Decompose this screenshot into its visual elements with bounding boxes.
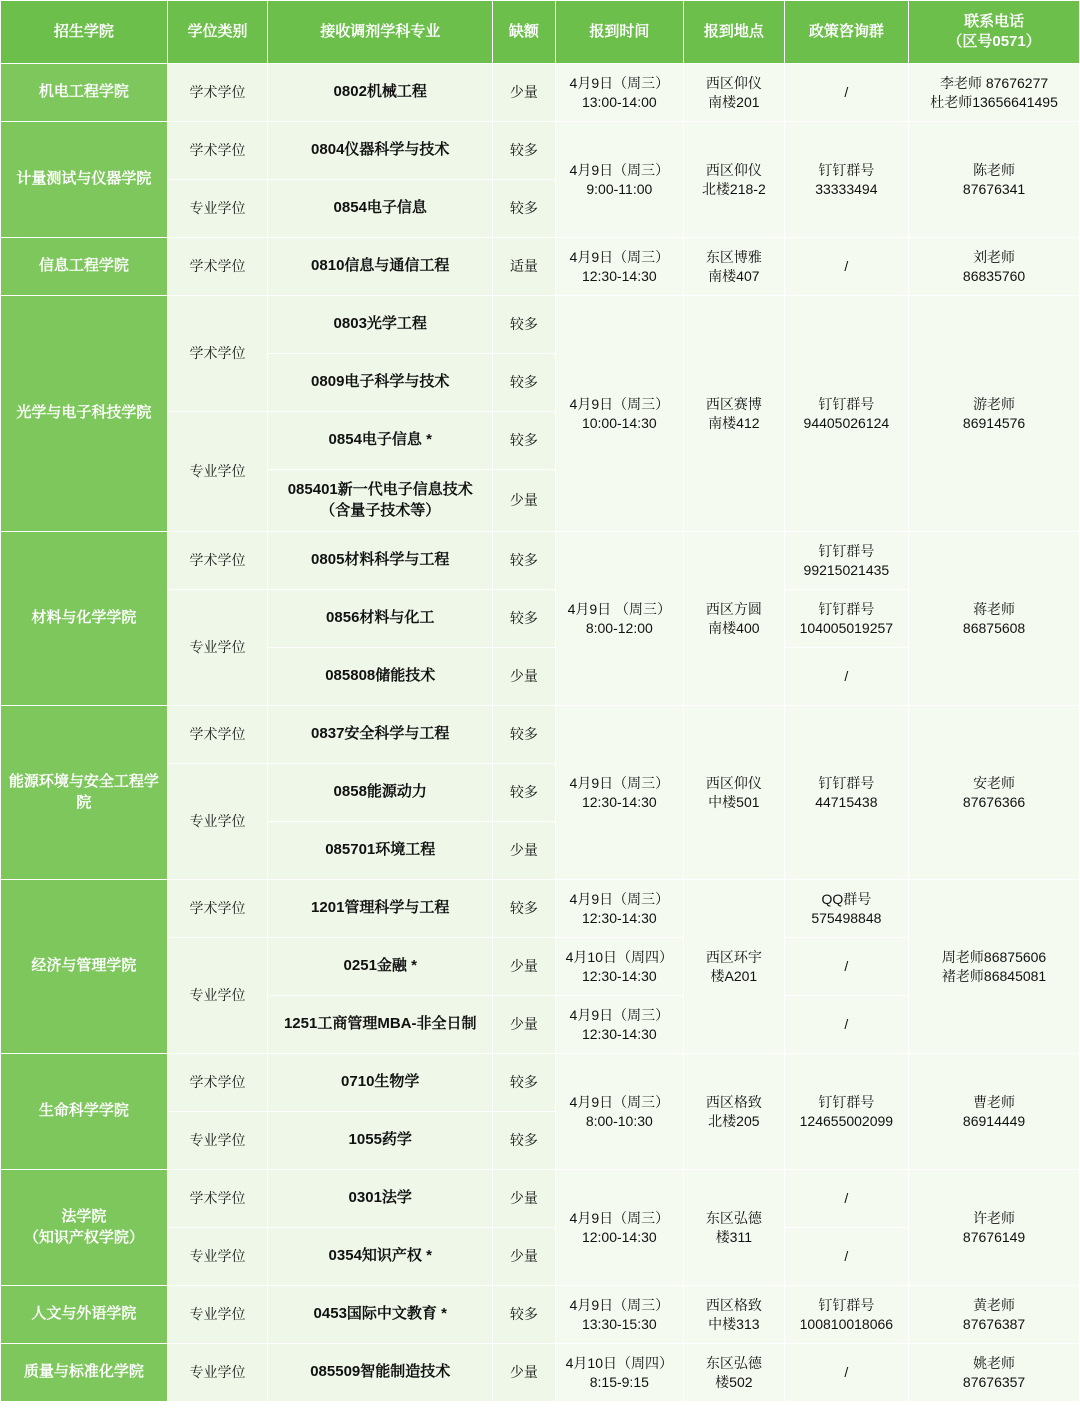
contact-phone-line2: 87676366	[962, 793, 1026, 810]
report-time-line1: 4月9日（周三）	[569, 774, 670, 791]
cell-quota: 较多	[493, 1112, 555, 1170]
report-place-line1: 东区弘德	[705, 1209, 762, 1226]
cell-quota: 较多	[493, 1054, 555, 1112]
cell-consult-group	[784, 64, 909, 122]
cell-contact-phone	[909, 296, 1080, 532]
cell-consult-group	[784, 1286, 909, 1344]
college-line2: （知识产权学院）	[23, 1228, 144, 1246]
cell-report-time	[555, 238, 684, 296]
cell-quota: 较多	[493, 354, 555, 412]
report-place-line1: 东区博雅	[705, 248, 762, 265]
cell-quota: 少量	[493, 470, 555, 532]
consult-group-line1: 钉钉群号	[818, 542, 875, 559]
cell-report-place	[684, 1054, 784, 1170]
report-place-line2: 南楼400	[708, 619, 760, 636]
header-report-place: 报到地点	[684, 1, 784, 64]
cell-quota: 少量	[493, 64, 555, 122]
cell-major: 0453国际中文教育 *	[268, 1286, 493, 1344]
cell-degree: 专业学位	[167, 1112, 267, 1170]
cell-college: 机电工程学院	[1, 64, 168, 122]
cell-contact-phone	[909, 1054, 1080, 1170]
table-row	[1, 1286, 1080, 1344]
report-time-line2: 8:00-10:30	[585, 1112, 653, 1129]
report-place-line2: 中楼313	[708, 1315, 760, 1332]
cell-contact-phone	[909, 1344, 1080, 1402]
cell-degree: 专业学位	[167, 1286, 267, 1344]
cell-quota: 少量	[493, 996, 555, 1054]
cell-report-place	[684, 706, 784, 880]
table-row	[1, 1170, 1080, 1228]
cell-major: 0854电子信息	[268, 180, 493, 238]
cell-major: 0301法学	[268, 1170, 493, 1228]
cell-degree: 学术学位	[167, 880, 267, 938]
cell-quota: 较多	[493, 880, 555, 938]
header-major: 接收调剂学科专业	[268, 1, 493, 64]
cell-report-place	[684, 1170, 784, 1286]
consult-group-line1: 钉钉群号	[818, 395, 875, 412]
consult-group-line1: /	[844, 1248, 849, 1265]
report-time-line2: 13:30-15:30	[581, 1315, 657, 1332]
report-place-line2: 楼A201	[710, 967, 758, 984]
major-line1: 085401新一代电子信息技术	[287, 481, 473, 499]
report-time-line1: 4月10日（周四）	[565, 1354, 673, 1371]
contact-phone-line1: 游老师	[973, 395, 1016, 412]
consult-group-line1: /	[844, 668, 849, 685]
cell-quota: 少量	[493, 938, 555, 996]
consult-group-line2: 33333494	[815, 180, 878, 197]
cell-contact-phone	[909, 880, 1080, 1054]
cell-report-time	[555, 1054, 684, 1170]
consult-group-line2: 44715438	[815, 793, 878, 810]
college-line1: 法学院	[61, 1208, 107, 1226]
contact-phone-line2: 87676341	[962, 180, 1026, 197]
report-time-line2: 8:00-12:00	[585, 619, 653, 636]
report-place-line1: 西区方圆	[705, 600, 762, 617]
consult-group-line1: 钉钉群号	[818, 774, 875, 791]
cell-major: 0837安全科学与工程	[268, 706, 493, 764]
cell-major: 0858能源动力	[268, 764, 493, 822]
cell-quota: 少量	[493, 822, 555, 880]
cell-college: 经济与管理学院	[1, 880, 168, 1054]
cell-major: 0802机械工程	[268, 64, 493, 122]
cell-major: 0856材料与化工	[268, 590, 493, 648]
consult-group-line1: 钉钉群号	[818, 1093, 875, 1110]
cell-contact-phone	[909, 706, 1080, 880]
report-time-line1: 4月9日（周三）	[569, 1093, 670, 1110]
cell-degree: 专业学位	[167, 764, 267, 880]
cell-major	[268, 470, 493, 532]
cell-consult-group	[784, 880, 909, 938]
cell-major: 0710生物学	[268, 1054, 493, 1112]
cell-consult-group	[784, 122, 909, 238]
cell-college: 能源环境与安全工程学院	[1, 706, 168, 880]
cell-college: 人文与外语学院	[1, 1286, 168, 1344]
report-time-line2: 12:30-14:30	[581, 967, 657, 984]
cell-report-time	[555, 532, 684, 706]
contact-phone-line2: 87676149	[962, 1228, 1026, 1245]
cell-report-time	[555, 1286, 684, 1344]
contact-phone-line2: 杜老师13656641495	[930, 93, 1058, 110]
cell-report-place	[684, 238, 784, 296]
cell-major: 085701环境工程	[268, 822, 493, 880]
cell-consult-group	[784, 590, 909, 648]
cell-consult-group	[784, 1228, 909, 1286]
table-row	[1, 1344, 1080, 1402]
report-place-line2: 北楼218-2	[701, 180, 766, 197]
cell-quota: 较多	[493, 296, 555, 354]
cell-major: 085509智能制造技术	[268, 1344, 493, 1402]
report-time-line1: 4月9日（周三）	[569, 1209, 670, 1226]
report-time-line2: 12:30-14:30	[581, 909, 657, 926]
cell-contact-phone	[909, 122, 1080, 238]
cell-quota: 较多	[493, 1286, 555, 1344]
cell-college	[1, 1170, 168, 1286]
table-row	[1, 64, 1080, 122]
header-consult-group: 政策咨询群	[784, 1, 909, 64]
cell-quota: 较多	[493, 122, 555, 180]
cell-major: 0810信息与通信工程	[268, 238, 493, 296]
report-place-line1: 西区环宇	[705, 948, 762, 965]
report-place-line2: 楼311	[715, 1228, 753, 1245]
report-time-line2: 12:30-14:30	[581, 1025, 657, 1042]
consult-group-line2: 100810018066	[799, 1315, 894, 1332]
cell-major: 0803光学工程	[268, 296, 493, 354]
report-place-line1: 东区弘德	[705, 1354, 762, 1371]
cell-degree: 专业学位	[167, 1228, 267, 1286]
report-time-line1: 4月9日（周三）	[569, 890, 670, 907]
cell-degree: 学术学位	[167, 64, 267, 122]
cell-report-time	[555, 1344, 684, 1402]
report-place-line1: 西区格致	[705, 1296, 762, 1313]
cell-degree: 学术学位	[167, 296, 267, 412]
cell-degree: 学术学位	[167, 122, 267, 180]
cell-consult-group	[784, 238, 909, 296]
cell-college: 光学与电子科技学院	[1, 296, 168, 532]
table-row	[1, 122, 1080, 180]
cell-consult-group	[784, 1344, 909, 1402]
cell-consult-group	[784, 532, 909, 590]
cell-report-place	[684, 1286, 784, 1344]
report-place-line2: 中楼501	[708, 793, 760, 810]
table-row	[1, 706, 1080, 764]
header-report-time: 报到时间	[555, 1, 684, 64]
cell-major: 085808储能技术	[268, 648, 493, 706]
cell-college: 质量与标准化学院	[1, 1344, 168, 1402]
cell-quota: 少量	[493, 1228, 555, 1286]
contact-phone-line1: 李老师 87676277	[939, 74, 1049, 91]
contact-phone-line1: 刘老师	[973, 248, 1016, 265]
header-college: 招生学院	[1, 1, 168, 64]
header-contact-phone-line1: 联系电话	[964, 12, 1025, 30]
consult-group-line1: /	[844, 1364, 849, 1381]
cell-major: 1055药学	[268, 1112, 493, 1170]
table-row	[1, 532, 1080, 590]
cell-quota: 较多	[493, 180, 555, 238]
cell-quota: 较多	[493, 532, 555, 590]
report-time-line1: 4月9日 （周三）	[567, 600, 672, 617]
consult-group-line1: /	[844, 958, 849, 975]
cell-major: 0809电子科学与技术	[268, 354, 493, 412]
consult-group-line1: /	[844, 1016, 849, 1033]
cell-college: 材料与化学学院	[1, 532, 168, 706]
contact-phone-line1: 姚老师	[973, 1354, 1016, 1371]
cell-degree: 学术学位	[167, 1054, 267, 1112]
consult-group-line2: 124655002099	[799, 1112, 894, 1129]
cell-report-time	[555, 296, 684, 532]
cell-consult-group	[784, 996, 909, 1054]
report-time-line2: 8:15-9:15	[589, 1373, 649, 1390]
report-time-line1: 4月9日（周三）	[569, 1296, 670, 1313]
cell-contact-phone	[909, 64, 1080, 122]
cell-report-time	[555, 880, 684, 938]
cell-report-place	[684, 1344, 784, 1402]
cell-report-time	[555, 1170, 684, 1286]
consult-group-line1: 钉钉群号	[818, 161, 875, 178]
contact-phone-line1: 曹老师	[973, 1093, 1016, 1110]
cell-contact-phone	[909, 238, 1080, 296]
cell-degree: 学术学位	[167, 1170, 267, 1228]
cell-degree: 专业学位	[167, 412, 267, 532]
major-line2: （含量子技术等）	[320, 501, 441, 519]
report-place-line2: 南楼412	[708, 414, 760, 431]
cell-consult-group	[784, 938, 909, 996]
cell-degree: 专业学位	[167, 938, 267, 1054]
cell-major: 0804仪器科学与技术	[268, 122, 493, 180]
cell-college: 信息工程学院	[1, 238, 168, 296]
cell-consult-group	[784, 1170, 909, 1228]
cell-college: 生命科学学院	[1, 1054, 168, 1170]
report-time-line2: 12:00-14:30	[581, 1228, 657, 1245]
consult-group-line2: 575498848	[811, 909, 882, 926]
report-time-line2: 9:00-11:00	[586, 180, 653, 197]
contact-phone-line1: 安老师	[973, 774, 1016, 791]
cell-quota: 较多	[493, 706, 555, 764]
table-header-row	[1, 1, 1080, 64]
cell-report-time	[555, 996, 684, 1054]
contact-phone-line1: 周老师86875606	[941, 948, 1047, 965]
report-place-line1: 西区仰仪	[705, 774, 762, 791]
table-row	[1, 296, 1080, 354]
report-time-line1: 4月10日（周四）	[565, 948, 673, 965]
cell-quota: 较多	[493, 764, 555, 822]
consult-group-line1: 钉钉群号	[818, 1296, 875, 1313]
cell-degree: 学术学位	[167, 238, 267, 296]
cell-quota: 少量	[493, 1170, 555, 1228]
consult-group-line2: 104005019257	[799, 619, 894, 636]
contact-phone-line1: 许老师	[973, 1209, 1016, 1226]
cell-degree: 专业学位	[167, 180, 267, 238]
consult-group-line1: /	[844, 1190, 849, 1207]
contact-phone-line2: 86914576	[962, 414, 1026, 431]
table-row	[1, 880, 1080, 938]
contact-phone-line1: 蒋老师	[973, 600, 1016, 617]
cell-consult-group	[784, 648, 909, 706]
cell-major: 1201管理科学与工程	[268, 880, 493, 938]
report-time-line2: 12:30-14:30	[581, 793, 657, 810]
cell-report-place	[684, 64, 784, 122]
cell-report-place	[684, 296, 784, 532]
header-contact-phone	[909, 1, 1080, 64]
cell-college: 计量测试与仪器学院	[1, 122, 168, 238]
table-row	[1, 1054, 1080, 1112]
report-place-line2: 楼502	[715, 1373, 753, 1390]
cell-quota: 少量	[493, 648, 555, 706]
cell-major: 0854电子信息 *	[268, 412, 493, 470]
cell-contact-phone	[909, 1170, 1080, 1286]
header-contact-phone-line2: （区号0571）	[947, 33, 1041, 50]
cell-consult-group	[784, 706, 909, 880]
contact-phone-line1: 黄老师	[973, 1296, 1016, 1313]
cell-degree: 学术学位	[167, 532, 267, 590]
report-place-line2: 南楼407	[708, 267, 760, 284]
report-place-line1: 西区仰仪	[705, 161, 762, 178]
report-time-line2: 10:00-14:30	[581, 414, 657, 431]
report-time-line1: 4月9日（周三）	[569, 1006, 670, 1023]
contact-phone-line2: 86875608	[962, 619, 1026, 636]
consult-group-line2: 94405026124	[803, 414, 890, 431]
cell-quota: 少量	[493, 1344, 555, 1402]
contact-phone-line2: 86914449	[962, 1112, 1026, 1129]
cell-report-place	[684, 880, 784, 1054]
table-row	[1, 238, 1080, 296]
cell-major: 1251工商管理MBA-非全日制	[268, 996, 493, 1054]
cell-contact-phone	[909, 532, 1080, 706]
cell-degree: 专业学位	[167, 1344, 267, 1402]
report-time-line1: 4月9日（周三）	[569, 161, 670, 178]
cell-report-place	[684, 532, 784, 706]
contact-phone-line2: 87676357	[962, 1373, 1026, 1390]
contact-phone-line1: 陈老师	[973, 161, 1016, 178]
report-place-line2: 北楼205	[708, 1112, 760, 1129]
consult-group-line1: 钉钉群号	[818, 600, 875, 617]
header-degree-type: 学位类别	[167, 1, 267, 64]
cell-quota: 较多	[493, 412, 555, 470]
report-time-line1: 4月9日（周三）	[569, 395, 670, 412]
cell-contact-phone	[909, 1286, 1080, 1344]
cell-degree: 专业学位	[167, 590, 267, 706]
report-place-line1: 西区仰仪	[705, 74, 762, 91]
cell-report-time	[555, 122, 684, 238]
header-quota: 缺额	[493, 1, 555, 64]
consult-group-line1: /	[844, 84, 849, 101]
cell-major: 0805材料科学与工程	[268, 532, 493, 590]
cell-quota: 较多	[493, 590, 555, 648]
cell-report-time	[555, 706, 684, 880]
cell-quota: 适量	[493, 238, 555, 296]
report-time-line2: 12:30-14:30	[581, 267, 657, 284]
contact-phone-line2: 87676387	[962, 1315, 1026, 1332]
report-place-line1: 西区赛博	[705, 395, 762, 412]
cell-degree: 学术学位	[167, 706, 267, 764]
report-place-line1: 西区格致	[705, 1093, 762, 1110]
consult-group-line1: /	[844, 258, 849, 275]
cell-major: 0251金融 *	[268, 938, 493, 996]
report-time-line1: 4月9日（周三）	[569, 248, 670, 265]
cell-consult-group	[784, 296, 909, 532]
report-time-line1: 4月9日（周三）	[569, 74, 670, 91]
cell-report-time	[555, 64, 684, 122]
cell-consult-group	[784, 1054, 909, 1170]
cell-report-place	[684, 122, 784, 238]
consult-group-line2: 99215021435	[803, 561, 890, 578]
contact-phone-line2: 86835760	[962, 267, 1026, 284]
report-place-line2: 南楼201	[708, 93, 760, 110]
contact-phone-line2: 褚老师86845081	[941, 967, 1047, 984]
cell-report-time	[555, 938, 684, 996]
cell-major: 0354知识产权 *	[268, 1228, 493, 1286]
report-time-line2: 13:00-14:00	[581, 93, 657, 110]
consult-group-line1: QQ群号	[821, 890, 872, 907]
